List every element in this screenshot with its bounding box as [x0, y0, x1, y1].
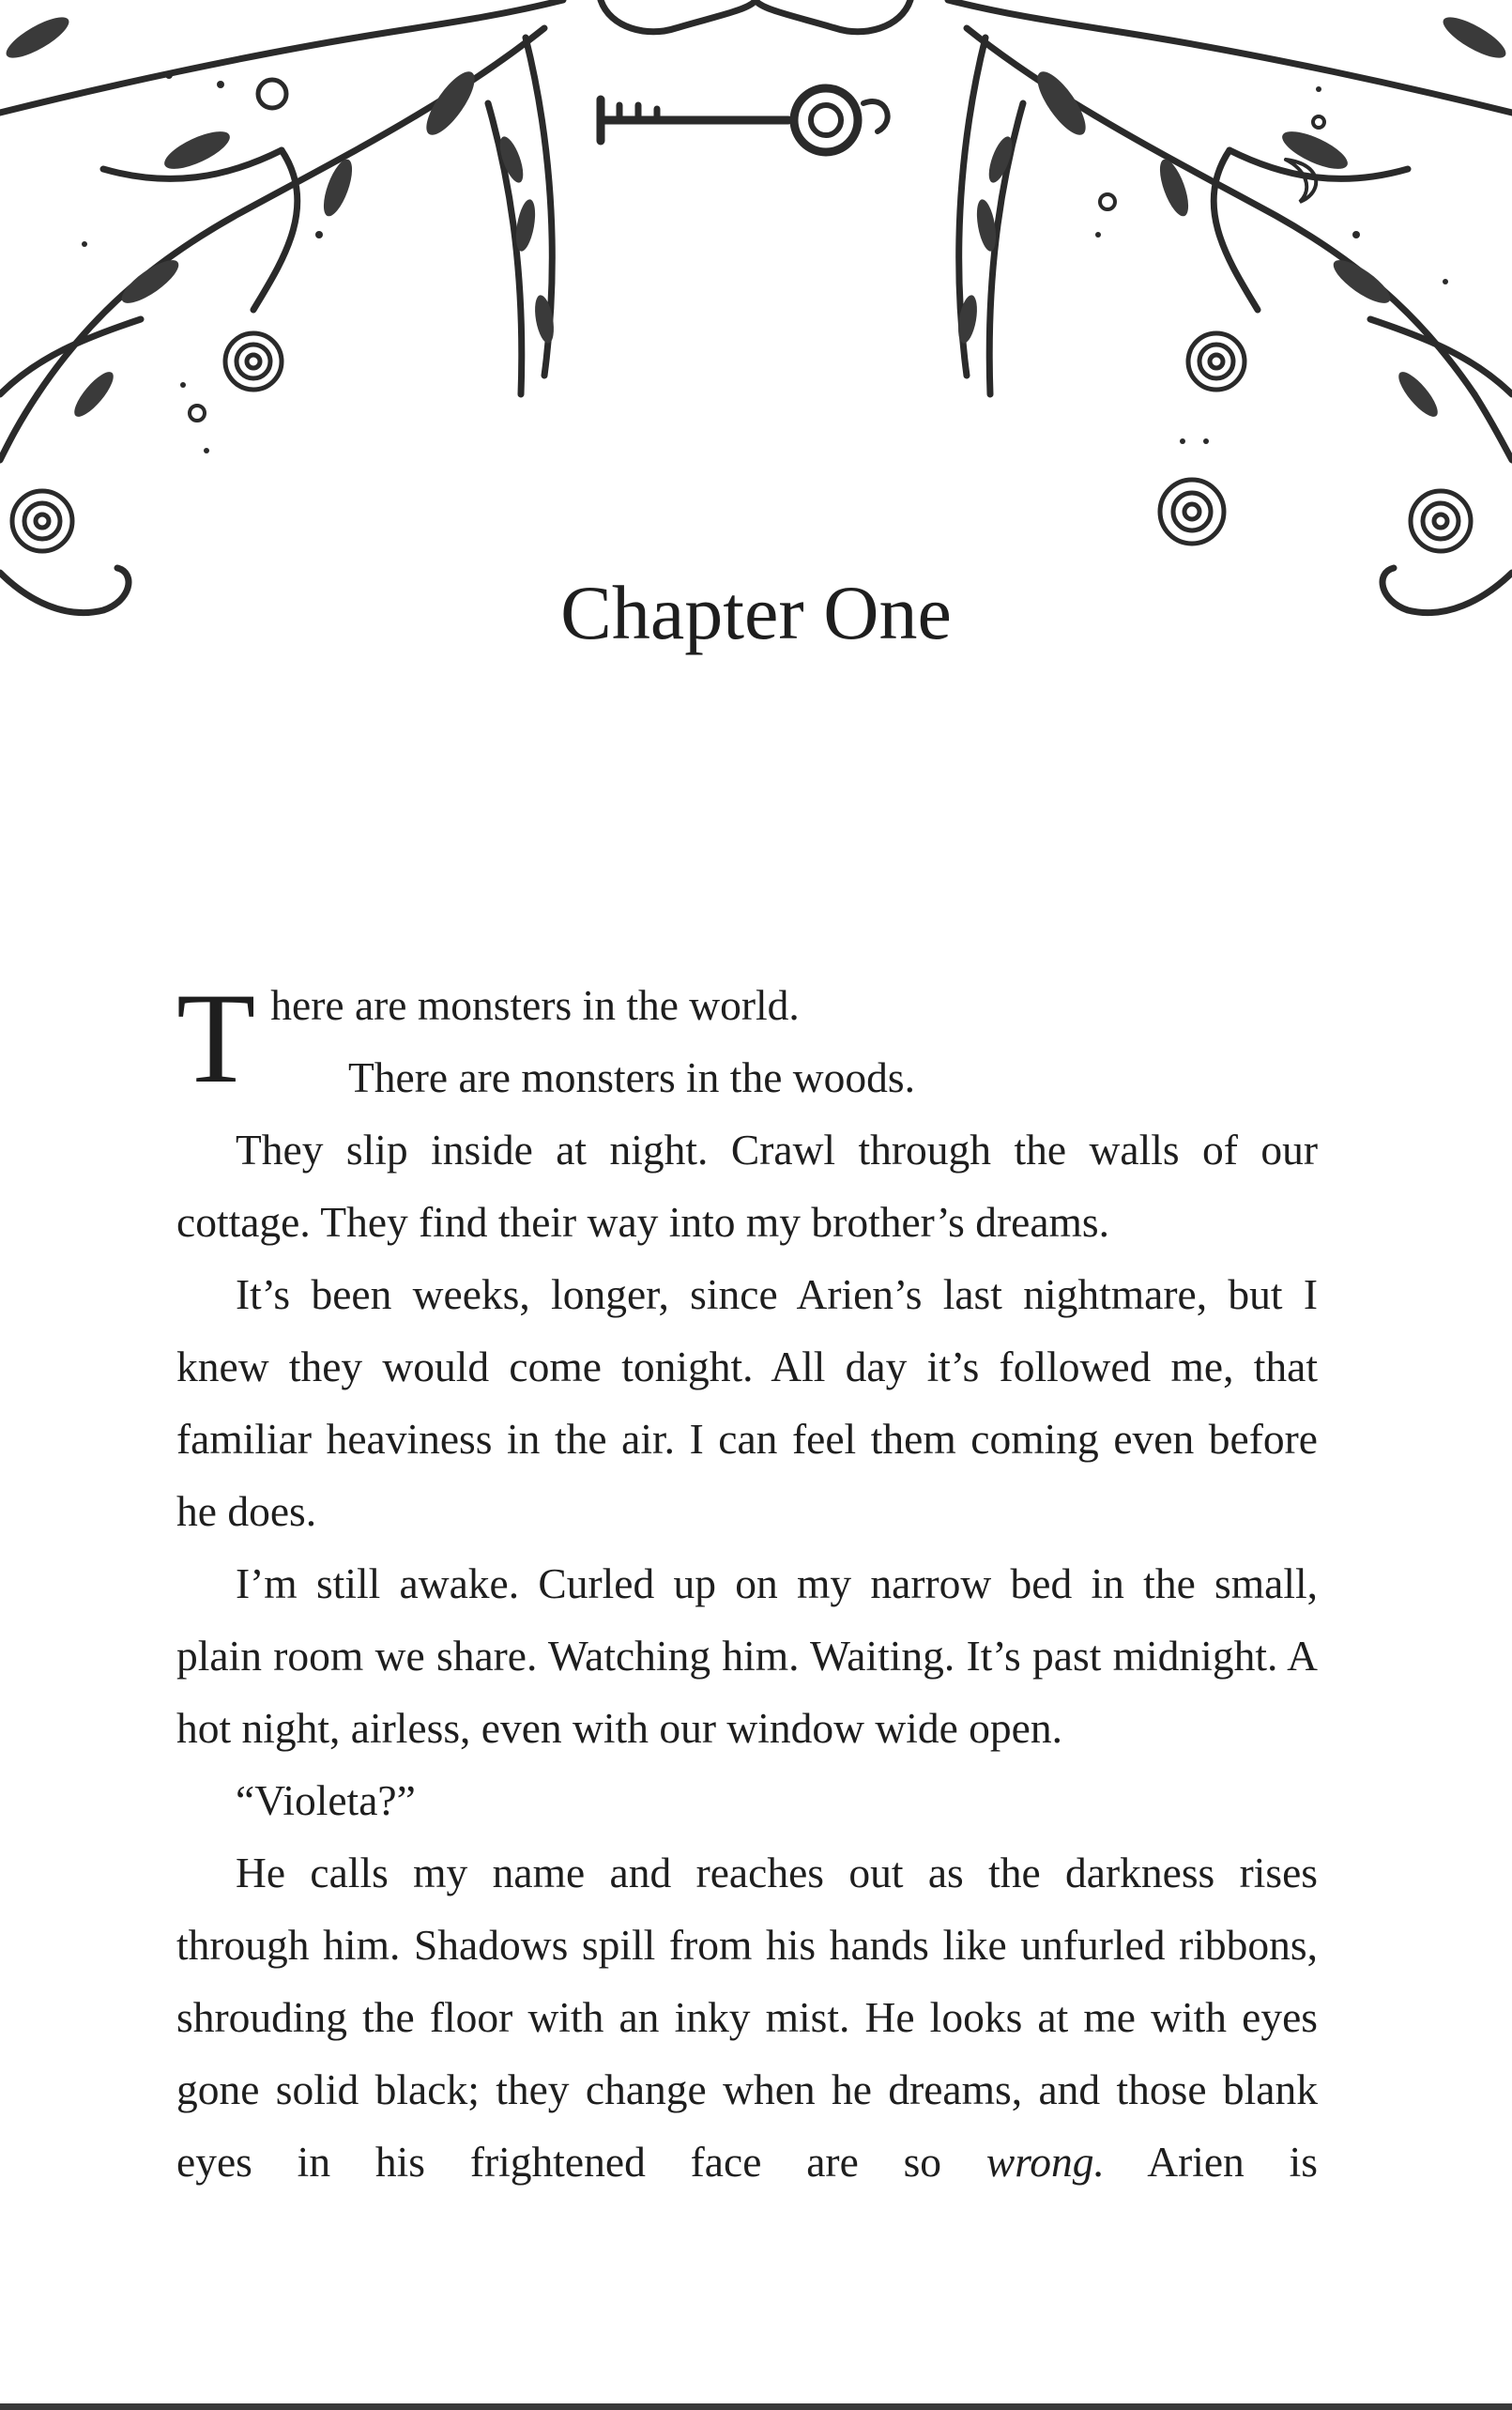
paragraph-2: There are monsters in the woods.	[348, 1053, 915, 1101]
paragraph-7	[176, 1836, 1318, 2198]
chapter-title: Chapter One	[560, 570, 952, 655]
paragraph-3: They slip inside at night. Crawl through the walls of our cottage. They find their way into my brother’s dreams.	[176, 1126, 1318, 1246]
paragraph-7-tail: Arien is	[1104, 2138, 1318, 2186]
paragraph-4: It’s been weeks, longer, since Arien’s last nightmare, but I knew they would come tonight. All day it’s followed me, that familiar heaviness in the air. I can feel them coming even before he does.	[176, 1270, 1318, 1535]
drop-cap: T	[176, 966, 256, 1110]
paragraph-7-emphasis: wrong.	[985, 2138, 1105, 2186]
paragraph-7-text: He calls my name and reaches out as the darkness rises through him. Shadows spill from his hands like unfurled ribbons, shrouding the floor with an inky mist. He looks at me with eyes gone solid black; they change when he dreams, and those blank eyes in his frightened face are so	[176, 1849, 1318, 2186]
paragraph-1-text: here are monsters in the world.	[270, 981, 800, 1029]
paragraph-6: “Violeta?”	[236, 1776, 416, 1824]
paragraph-5: I’m still awake. Curled up on my narrow bed in the small, plain room we share. Watching him. Waiting. It’s past midnight. A hot night, airless, even with our window wide open.	[176, 1559, 1318, 1752]
page-edge-rule	[0, 2403, 1512, 2410]
chapter-body	[176, 966, 1318, 2198]
